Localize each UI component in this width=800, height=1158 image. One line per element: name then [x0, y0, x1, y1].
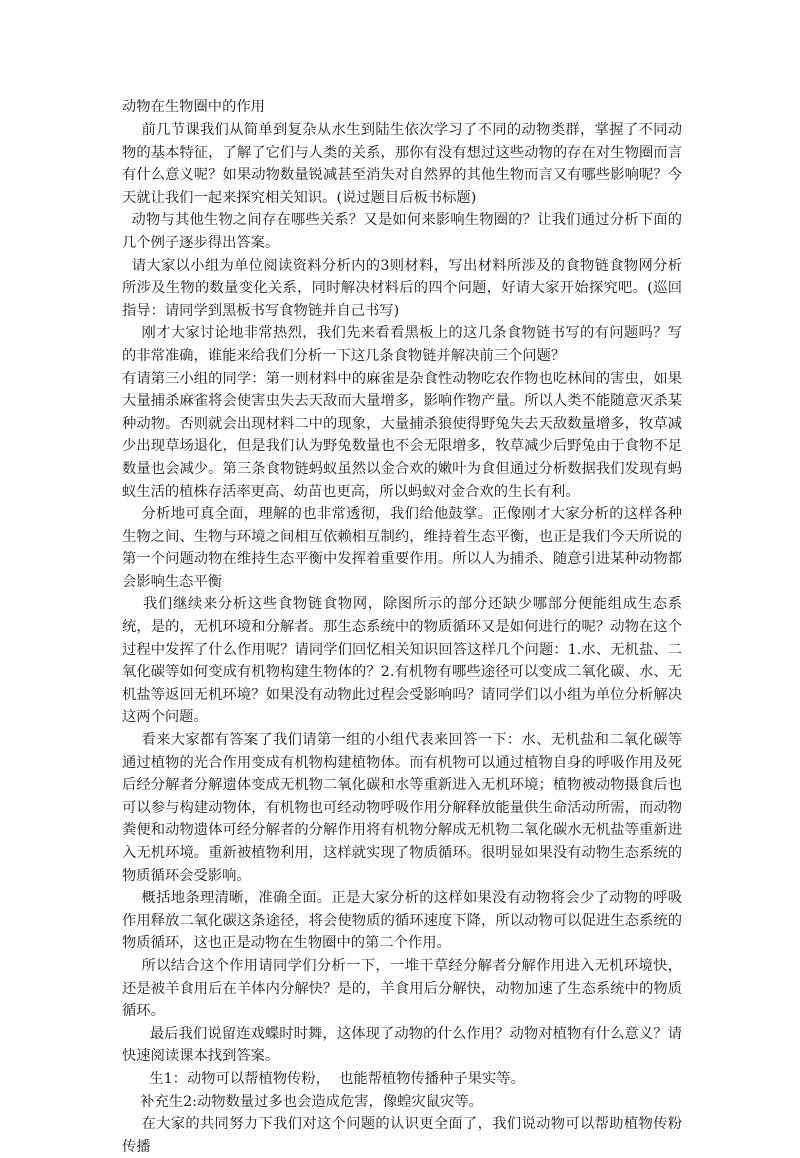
- paragraph-student1-answer: 生1：动物可以帮植物传粉， 也能帮植物传播种子果实等。: [122, 1070, 525, 1087]
- paragraph-material-cycle-summary: 概括地条理清晰，准确全面。正是大家分析的这样如果没有动物将会少了动物的呼吸作用释放二氧化碳这条途径，将会使物质的循环速度下降，所以动物可以促进生态系统的物质循环，这也正是动物在生物圈中的第二个作用。: [122, 890, 682, 952]
- paragraph-ecological-balance: 分析地可真全面，理解的也非常透彻，我们给他鼓掌。正像刚才大家分析的这样各种生物之间、生物与环境之间相互依赖相互制约，维持着生态平衡，也正是我们今天所说的第一个问题动物在维持生态平衡中发挥着重要作用。所以人为捕杀、随意引进某种动物都会影响生态平衡: [122, 506, 682, 590]
- document-title: 动物在生物圈中的作用: [122, 99, 265, 115]
- paragraph-group-task: 请大家以小组为单位阅读资料分析内的3则材料，写出材料所涉及的食物链食物网分析所涉及生物的数量变化关系，同时解决材料后的四个问题，好请大家开始探究吧。(巡回指导：请同学到黑板书写食物链并自己书写): [122, 257, 682, 319]
- paragraph-group1-answer: 看来大家都有答案了我们请第一组的小组代表来回答一下：水、无机盐和二氧化碳等通过植物的光合作用变成有机物构建植物体。而有机物可以通过植物自身的呼吸作用及死后经分解者分解遗体变成无机物二氧化碳和水等重新进入无机环境；植物被动物摄食后也可以参与构建动物体，有机物也可经动物呼吸作用分解释放能量供生命活动所需，而动物粪便和动物遗体可经分解者的分解作用将有机物分解成无机物二氧化碳水无机盐等重新进入无机环境。重新被植物利用，这样就实现了物质循环。很明显如果没有动物生态系统的物质循环会受影响。: [122, 732, 682, 884]
- paragraph-butterfly-question: 最后我们说留连戏蝶时时舞，这体现了动物的什么作用？动物对植物有什么意义？请快速阅读课本找到答案。: [122, 1025, 682, 1065]
- paragraph-group3-answer: 有请第三小组的同学：第一则材料中的麻雀是杂食性动物吃农作物也吃林间的害虫，如果大量捕杀麻雀将会使害虫失去天敌而大量增多，影响作物产量。所以人类不能随意灭杀某种动物。否则就会出现材料二中的现象，大量捕杀狼使得野兔失去天敌数量增多，牧草减少出现草场退化，但是我们认为野兔数量也不会无限增多，牧草减少后野兔由于食物不足数量也会减少。第三条食物链蚂蚁虽然以金合欢的嫩叶为食但通过分析数据我们发现有蚂蚁生活的植株存活率更高、幼苗也更高，所以蚂蚁对金合欢的生长有利。: [122, 370, 682, 500]
- paragraph-student2-supplement: 补充生2:动物数量过多也会造成危害，像蝗灾鼠灾等。: [122, 1093, 483, 1110]
- document-body: [122, 119, 682, 1158]
- paragraph-relations-question: 动物与其他生物之间存在哪些关系？又是如何来影响生物圈的？让我们通过分析下面的几个例子逐步得出答案。: [122, 212, 682, 251]
- paragraph-food-chain-review: 刚才大家讨论地非常热烈，我们先来看看黑板上的这几条食物链书写的有问题吗？写的非常准确，谁能来给我们分析一下这几条食物链并解决前三个问题？: [122, 325, 682, 364]
- paragraph-hay-vs-sheep: 所以结合这个作用请同学们分析一下，一堆干草经分解者分解作用进入无机环境快，还是被羊食用后在羊体内分解快？是的，羊食用后分解快，动物加速了生态系统中的物质循环。: [122, 957, 682, 1020]
- paragraph-intro: 前几节课我们从简单到复杂从水生到陆生依次学习了不同的动物类群，掌握了不同动物的基本特征，了解了它们与人类的关系，那你有没有想过这些动物的存在对生物圈而言有什么意义呢？如果动物数量锐减甚至消失对自然界的其他生物而言又有哪些影响呢？今天就让我们一起来探究相关知识。(说过题目后板书标题): [122, 122, 682, 206]
- paragraph-closing: 在大家的共同努力下我们对这个问题的认识更全面了，我们说动物可以帮助植物传粉传播: [122, 1116, 682, 1155]
- paragraph-ecosystem-questions: 我们继续来分析这些食物链食物网，除图所示的部分还缺少哪部分便能组成生态系统，是的，无机环境和分解者。那生态系统中的物质循环又是如何进行的呢？动物在这个过程中发挥了什么作用呢？请同学们回忆相关知识回答这样几个问题：1.水、无机盐、二氧化碳等如何变成有机物构建生物体的？2.有机物有哪些途径可以变成二氧化碳、水、无机盐等返回无机环境？如果没有动物此过程会受影响吗？请同学们以小组为单位分析解决这两个问题。: [122, 596, 682, 726]
